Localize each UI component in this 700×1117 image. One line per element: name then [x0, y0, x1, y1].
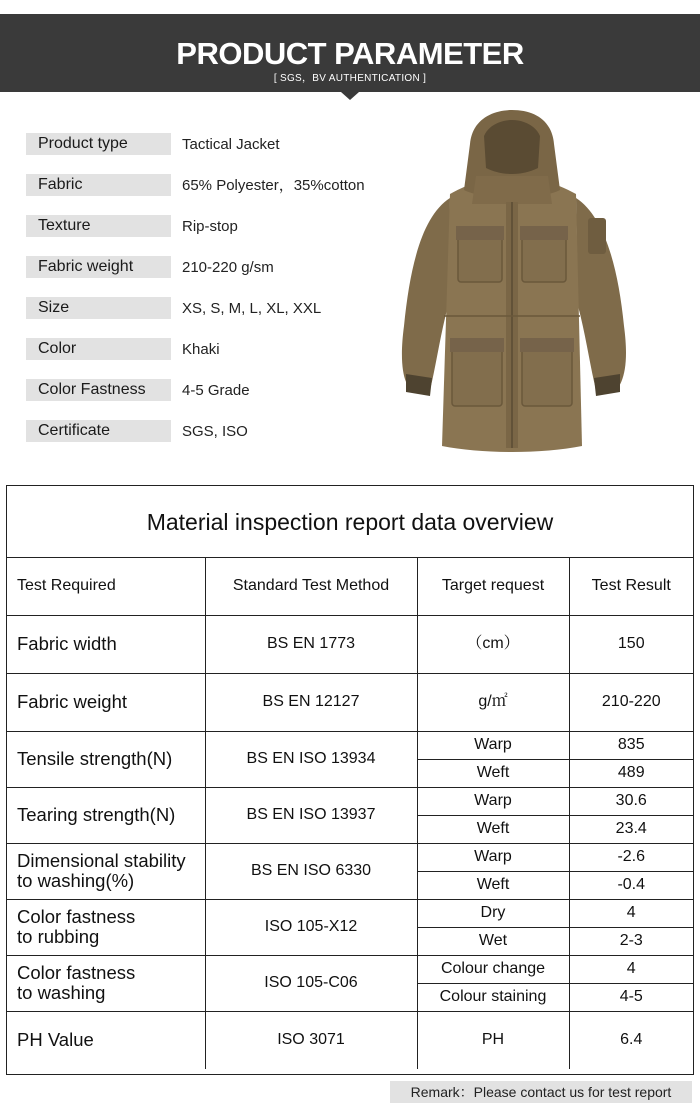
- table-row: [7, 673, 693, 731]
- test-result: 4: [569, 899, 693, 927]
- test-item: Tearing strength(N): [7, 787, 205, 843]
- header-banner: [0, 14, 700, 92]
- test-item-line: Color fastness: [17, 906, 136, 927]
- test-item: [7, 899, 205, 955]
- target-request: Wet: [417, 927, 569, 955]
- test-method: BS EN ISO 6330: [205, 843, 417, 899]
- target-request: Warp: [417, 731, 569, 759]
- test-item-line: to rubbing: [17, 926, 100, 947]
- table-row: [7, 731, 693, 759]
- test-item: [7, 955, 205, 1011]
- param-row-fabric: [26, 174, 386, 196]
- test-result: 30.6: [569, 787, 693, 815]
- test-item: Fabric weight: [7, 673, 205, 731]
- page-title: PRODUCT PARAMETER: [176, 36, 524, 71]
- report-title: Material inspection report data overview: [7, 486, 693, 558]
- target-request: Colour change: [417, 955, 569, 983]
- test-method: BS EN 12127: [205, 673, 417, 731]
- test-item-line: Dimensional stability: [17, 850, 186, 871]
- column-header: Test Required: [7, 558, 205, 615]
- param-label: Color Fastness: [26, 379, 171, 401]
- param-label: Fabric weight: [26, 256, 171, 278]
- test-item-line: Color fastness: [17, 962, 136, 983]
- target-request: PH: [417, 1011, 569, 1069]
- param-value: 4-5 Grade: [182, 382, 250, 399]
- page-subtitle: [ SGS，BV AUTHENTICATION ]: [273, 73, 427, 84]
- target-request: Warp: [417, 843, 569, 871]
- target-request: （cm）: [417, 615, 569, 673]
- test-result: 489: [569, 759, 693, 787]
- param-label: Size: [26, 297, 171, 319]
- param-label: Fabric: [26, 174, 171, 196]
- param-row-fabric-weight: [26, 256, 386, 278]
- report-table: [7, 558, 693, 1069]
- test-item: [7, 843, 205, 899]
- banner-pointer: [341, 92, 359, 100]
- test-result: 6.4: [569, 1011, 693, 1069]
- test-result: 150: [569, 615, 693, 673]
- table-row: [7, 1011, 693, 1069]
- column-header: Test Result: [569, 558, 693, 615]
- param-label: Color: [26, 338, 171, 360]
- test-result: 4-5: [569, 983, 693, 1011]
- test-method: ISO 105-X12: [205, 899, 417, 955]
- param-value: Khaki: [182, 341, 220, 358]
- param-value: Rip-stop: [182, 218, 238, 235]
- target-request: Weft: [417, 759, 569, 787]
- param-row-certificate: [26, 420, 386, 442]
- test-method: BS EN ISO 13934: [205, 731, 417, 787]
- param-row-size: [26, 297, 386, 319]
- test-method: BS EN ISO 13937: [205, 787, 417, 843]
- test-item-line: to washing(%): [17, 870, 135, 891]
- test-result: 210-220: [569, 673, 693, 731]
- param-value: XS, S, M, L, XL, XXL: [182, 300, 322, 317]
- param-value: SGS, ISO: [182, 423, 248, 440]
- inspection-report: [6, 485, 694, 1075]
- test-item: Fabric width: [7, 615, 205, 673]
- target-request: Weft: [417, 815, 569, 843]
- table-row: [7, 843, 693, 871]
- test-result: 23.4: [569, 815, 693, 843]
- param-row-product-type: [26, 133, 386, 155]
- target-request: Colour staining: [417, 983, 569, 1011]
- test-result: 835: [569, 731, 693, 759]
- table-row: [7, 899, 693, 927]
- test-item: Tensile strength(N): [7, 731, 205, 787]
- table-row: [7, 955, 693, 983]
- param-value: 65% Polyester，35%cotton: [182, 177, 365, 194]
- test-item-line: to washing: [17, 982, 106, 1003]
- test-result: -2.6: [569, 843, 693, 871]
- table-row: [7, 787, 693, 815]
- param-row-color-fastness: [26, 379, 386, 401]
- test-result: -0.4: [569, 871, 693, 899]
- test-result: 2-3: [569, 927, 693, 955]
- test-method: ISO 105-C06: [205, 955, 417, 1011]
- jacket-icon: [392, 106, 632, 458]
- test-method: ISO 3071: [205, 1011, 417, 1069]
- param-label: Product type: [26, 133, 171, 155]
- target-request: Dry: [417, 899, 569, 927]
- param-value: 210-220 g/sm: [182, 259, 274, 276]
- target-request: Warp: [417, 787, 569, 815]
- test-method: BS EN 1773: [205, 615, 417, 673]
- param-label: Certificate: [26, 420, 171, 442]
- remark-note: Remark：Please contact us for test report: [390, 1081, 692, 1103]
- test-item: PH Value: [7, 1011, 205, 1069]
- column-header: Standard Test Method: [205, 558, 417, 615]
- param-row-texture: [26, 215, 386, 237]
- target-request: Weft: [417, 871, 569, 899]
- target-request: g/㎡: [417, 673, 569, 731]
- param-row-color: [26, 338, 386, 360]
- param-value: Tactical Jacket: [182, 136, 280, 153]
- table-header-row: [7, 558, 693, 615]
- table-row: [7, 615, 693, 673]
- param-label: Texture: [26, 215, 171, 237]
- test-result: 4: [569, 955, 693, 983]
- column-header: Target request: [417, 558, 569, 615]
